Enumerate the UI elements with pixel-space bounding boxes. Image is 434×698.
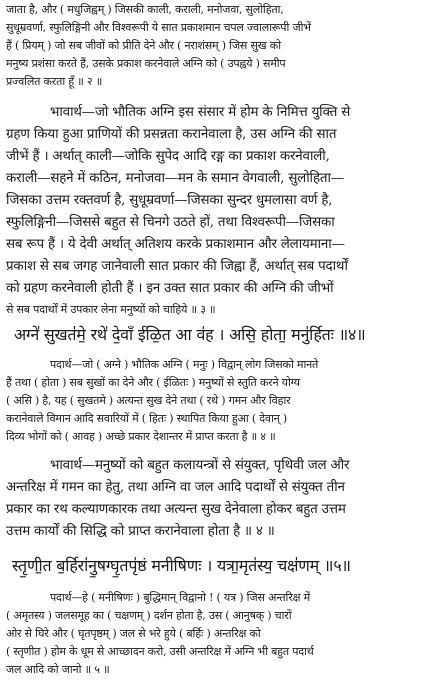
bhavartha-line: भावार्थ—जो भौतिक अग्नि इस संसार में होम के निमित्त युक्ति से: [50, 105, 351, 120]
bhavartha-line: प्रकाश से सब जगह जानेवाली सात प्रकार की जिह्वा हैं, अर्थात् सब पदार्थों: [6, 259, 348, 274]
bhavartha-line: प्रकार का रथ कल्याणकारक तथा अत्यन्त सुख देनेवाला होकर बहुत उत्तम: [6, 502, 346, 517]
padartha-line: दिव्य भोगों को ( आवह ) अच्छे प्रकार देशान्तर में प्राप्त करता है ॥ ४ ॥: [6, 430, 276, 443]
bhavartha-line: से सब पदार्थों में उपकार लेना मनुष्यों को चाहिये ॥ ३ ॥: [6, 303, 216, 316]
paragraph-line: जाता है, और ( मधुजिह्वम् ) जिसकी काली, कराली, मनोजवा, सुलोहिता,: [6, 3, 284, 16]
padartha-line: ( स्तृणीत ) होम के धूम से आच्छादन करो, उसी अन्तरिक्ष में अग्नि भी बहुत पदार्थ: [6, 645, 314, 658]
mantra-verse: अग्ने॑ सुखत॑मे॒ रथे॑ दे॒वाँ ई॑ळि॒त आ व॑ह । असि॒ होता॒ मनु॑र्हितः ॥४॥: [14, 325, 366, 344]
padartha-line: पदार्थ—जो ( अग्ने ) भौतिक अग्नि ( मनुः ) विद्वान् लोग जिसको मानते: [50, 358, 319, 371]
padartha-line: ओर से घिरे और ( घृतपृष्ठम् ) जल से भरे हुये ( बर्हिः ) अन्तरिक्ष को: [6, 627, 261, 640]
bhavartha-line: सब रूप हैं । ये देवी अर्थात् अतिशय करके प्रकाशमान और लेलायमाना—: [6, 237, 345, 252]
bhavartha-line: को ग्रहण करनेवाली होती हैं । इन उक्त सात प्रकार की अग्नि की जीभों: [6, 281, 334, 296]
bhavartha-line: कराली—सहने में कठिन, मनोजवा—मन के समान वेगवाली, सुलोहिता—: [6, 171, 344, 186]
paragraph-line: प्रज्वलित करता हूँ ॥ २ ॥: [6, 75, 103, 88]
padartha-line: ( असि ) है, यह ( सुखतमे ) अत्यन्त सुख देने तथा ( रथे ) गमन और विहार: [6, 394, 291, 407]
bhavartha-line: जिसका उत्तम रक्तवर्ण है, सुधूम्रवर्णा—जिसका सुन्दर धुमलासा वर्ण है,: [6, 193, 333, 208]
bhavartha-line: जीभें हैं । अर्थात् काली—जोकि सुपेद आदि रङ्ग का प्रकाश करनेवाली,: [6, 149, 330, 164]
padartha-line: पदार्थ—हे ( मनीषिणः ) बुद्धिमान् विद्वानो ! ( यत्र ) जिस अन्तरिक्ष में: [50, 591, 310, 604]
bhavartha-line: भावार्थ—मनुष्यों को बहुत कलायन्त्रों से संयुक्त, पृथिवी जल और: [50, 458, 350, 473]
bhavartha-line: ग्रहण किया हुआ प्राणियों की प्रसन्नता करानेवाला है, उस अग्नि की सात: [6, 127, 337, 142]
bhavartha-line: स्फुलिङ्गिनी—जिससे बहुत से चिनगे उठते हों, तथा विश्वरूपी—जिसका: [6, 215, 335, 230]
paragraph-line: हैं ( प्रियम् ) जो सब जीवों को प्रीति देने और ( नराशंसम् ) जिस सुख को: [6, 39, 281, 52]
padartha-line: हैं तथा ( होता ) सब सुखों का देने और ( ईळितः ) मनुष्यों से स्तुति करने योग्य: [6, 376, 300, 389]
mantra-verse: स्तृ॒णी॒त ब॒र्हिरा॑नु॒षग्घृ॒तपृ॑ष्ठं मनीषिणः । यत्रा॒मृत॑स्य॒ चक्ष॑णम् ॥५॥: [12, 556, 351, 575]
paragraph-line: मनुष्य प्रशंसा करते हैं, उसके प्रकाश करनेवाले अग्नि को ( उपह्वये ) समीप: [6, 57, 286, 70]
padartha-line: जल आदि को जानो ॥ ५ ॥: [6, 663, 110, 676]
padartha-line: करानेवाले विमान आदि सवारियों में ( हितः ) स्थापित किया हुआ ( देवान् ): [6, 412, 287, 425]
bhavartha-line: अन्तरिक्ष में गमन का हेतु, तथा अग्नि वा जल आदि पदार्थों से संयुक्त तीन: [6, 480, 345, 495]
padartha-line: ( अमृतस्य ) जलसमूह का ( चक्षणम् ) दर्शन होता है, उस ( आनुषक् ) चारों: [6, 609, 292, 622]
bhavartha-line: उत्तम कार्यों की सिद्धि को प्राप्त करानेवाला होता है ॥ ४ ॥: [6, 524, 275, 539]
paragraph-line: सुधूम्रवर्णा, स्फुलिङ्गिनी और विश्वरूपी ये सात प्रकाशमान चपल ज्वालारूपी जीभें: [6, 21, 311, 34]
